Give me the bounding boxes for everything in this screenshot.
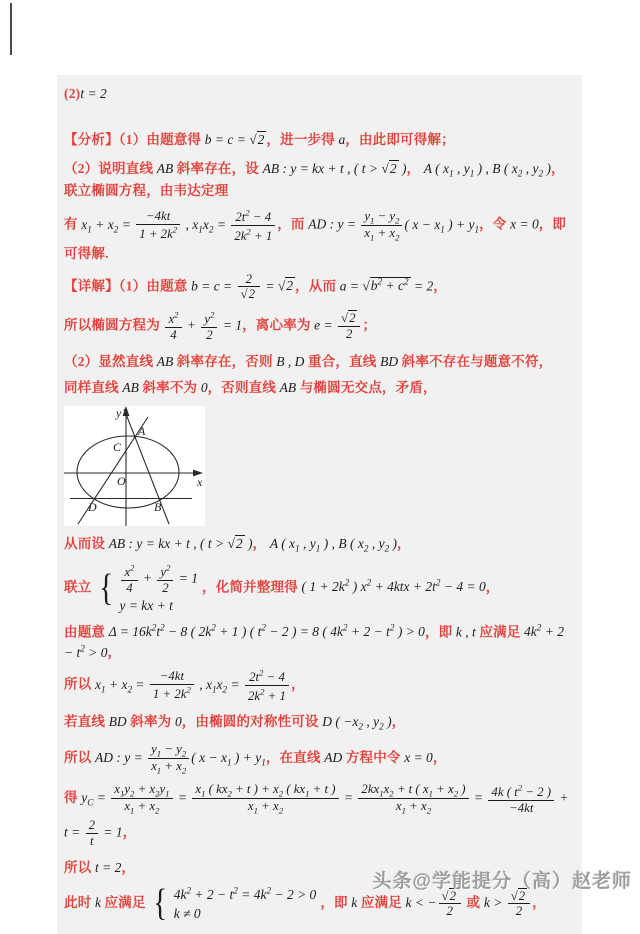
- text-run: 斜率为: [126, 714, 175, 730]
- text-run: 应满足: [357, 894, 406, 910]
- solution-paragraph: [64, 741, 574, 777]
- math-run: $x_1y_2 + x_2y_1$: [114, 781, 170, 799]
- math-run: +: [183, 317, 200, 333]
- text-run: ，由此即可得解；: [345, 132, 455, 148]
- text-run: 得: [64, 790, 82, 806]
- text-run: 【详解】（1）由题意: [64, 277, 192, 293]
- fraction-numerator: [157, 563, 173, 581]
- math-run: AB : y = kx + t , ( t >: [262, 160, 382, 176]
- fraction-numerator: [361, 209, 402, 227]
- text-run: ，: [397, 536, 411, 552]
- label-c: C: [113, 440, 122, 455]
- text-run: 【分析】（1）由题意得: [64, 132, 205, 148]
- text-run: 所以: [64, 749, 95, 765]
- solution-paragraph: [64, 712, 574, 734]
- math-run: ( $x - x_1$ ) + $y_1$: [191, 749, 266, 768]
- text-run: （2）说明直线: [64, 160, 157, 176]
- fraction: [439, 889, 461, 920]
- math-run: =: [262, 277, 278, 293]
- fraction-denominator: [361, 226, 402, 243]
- ellipse-diagram: [64, 406, 205, 526]
- fraction-denominator: [238, 287, 260, 302]
- solution-paragraph: [64, 352, 574, 372]
- math-run: $1 + 2k^2$: [139, 225, 178, 242]
- square-root: [249, 131, 266, 147]
- text-run: ，在直线: [265, 749, 325, 765]
- label-b: B: [154, 500, 162, 515]
- cases-rows: [172, 885, 319, 923]
- fraction: [201, 310, 217, 343]
- fraction: [245, 668, 289, 703]
- math-run: k: [94, 894, 101, 910]
- math-run: AB : y = kx + t , ( t >: [108, 536, 228, 552]
- text-run: ，否则直线: [207, 380, 280, 396]
- math-run: 2: [162, 580, 169, 595]
- math-run: k >: [483, 894, 506, 910]
- fraction-denominator: [488, 801, 554, 816]
- math-run: A ( $x_1$ , $y_1$ ) , B ( $x_2$ , $y_2$ ): [423, 160, 551, 179]
- solution-paragraph: [64, 667, 574, 704]
- fraction: [231, 208, 275, 243]
- math-run: =: [340, 790, 357, 806]
- math-run: t = 2: [80, 86, 107, 101]
- fraction: [488, 783, 554, 816]
- fraction-denominator: [148, 759, 189, 776]
- math-run: 0: [200, 380, 208, 396]
- math-run: ): [244, 536, 253, 552]
- fraction-numerator: [192, 782, 338, 800]
- math-run: = 1: [100, 824, 123, 840]
- math-run: = 1: [175, 570, 199, 586]
- cases-brace-group: [97, 562, 200, 615]
- cases-rows: [117, 562, 200, 615]
- math-run: BD: [108, 714, 127, 730]
- math-run: t = 2: [94, 859, 122, 875]
- math-run: 4: [170, 328, 177, 343]
- math-run: 2: [248, 287, 255, 302]
- math-run: a: [338, 132, 346, 148]
- math-run: $y_1 - y_2$: [151, 741, 187, 759]
- text-run: ，离心率为: [242, 317, 315, 333]
- radical-sign: √: [510, 888, 518, 903]
- radicand: [389, 160, 399, 176]
- math-run: k , t: [455, 624, 476, 640]
- radical-sign: √: [381, 160, 389, 176]
- left-brace-icon: {: [99, 566, 114, 609]
- math-run: $4k^2 + 2 - t^2 > 0$: [64, 622, 565, 660]
- solution-paragraph: [64, 84, 574, 104]
- math-run: e =: [314, 317, 337, 333]
- text-run: ，: [107, 644, 122, 660]
- square-root: [362, 277, 410, 293]
- math-run: $x_1 + x_2$: [364, 226, 400, 243]
- text-run: 所以: [64, 676, 95, 692]
- text-run: ，进一步得: [266, 132, 339, 148]
- math-run: AB: [279, 380, 297, 396]
- radicand: [285, 277, 295, 293]
- label-x: x: [197, 475, 203, 490]
- math-run: AB: [122, 380, 139, 396]
- fraction: [192, 782, 338, 816]
- cases-brace-group: [151, 882, 318, 925]
- radical-sign: √: [441, 888, 449, 903]
- math-run: $b^2 + c^2$: [370, 276, 409, 293]
- fraction-numerator: [231, 208, 275, 226]
- solution-paragraph: [64, 378, 574, 398]
- math-run: 2: [346, 326, 353, 341]
- math-run: $x_1 + x_2$ =: [94, 676, 148, 695]
- radicand: [370, 277, 411, 293]
- text-run: ，: [122, 824, 137, 840]
- fraction: [358, 782, 468, 816]
- math-run: $\Delta = 16k^2t^2 - 8$ ( $2k^2 + 1$ ) ( $t^2 - 2$ ) = 8 ( $4k^2 + 2 - t^2$ ) > 0: [108, 622, 425, 640]
- text-run: ，: [406, 160, 424, 176]
- radical-sign: √: [227, 536, 235, 552]
- math-run: 4k ( $t^2 - 2$ ): [491, 782, 552, 799]
- text-run: 所以椭圆方程为: [64, 317, 164, 333]
- fraction-numerator: [358, 782, 468, 800]
- text-run: ，: [532, 894, 546, 910]
- math-run: k: [351, 894, 358, 910]
- fraction-numerator: [201, 310, 217, 328]
- math-run: b = c =: [191, 277, 236, 293]
- math-run: $x_1 + x_2$: [124, 799, 160, 817]
- fraction-denominator: [121, 581, 137, 596]
- fraction: [238, 272, 260, 303]
- math-run: ( $x - x_1$ ) + $y_1$: [404, 216, 480, 235]
- text-run: 应满足: [475, 624, 525, 640]
- fraction-numerator: [488, 783, 554, 801]
- square-root: [227, 535, 244, 551]
- math-run: $y_C$: [81, 790, 94, 808]
- fraction-numerator: [86, 818, 98, 834]
- math-run: $x_1 + x_2$: [395, 799, 432, 817]
- radicand: [348, 310, 357, 325]
- math-run: 2: [518, 888, 526, 903]
- math-run: = 1: [219, 317, 243, 333]
- math-run: $x_1 + x_2$: [247, 799, 284, 817]
- text-run: 此时: [64, 894, 95, 910]
- math-run: $y^2$: [204, 310, 215, 327]
- math-run: ( $1 + 2k^2$ ) $x^2 + 4ktx + 2t^2 - 4 = 0$: [301, 577, 486, 595]
- math-run: $1 + 2k^2$: [152, 685, 191, 702]
- math-run: A ( $x_1$ , $y_1$ ) , B ( $x_2$ , $y_2$ ): [269, 536, 398, 554]
- math-run: $2kx_1x_2 + t$ ( $x_1 + x_2$ ): [361, 781, 466, 799]
- fraction-numerator: [338, 311, 360, 327]
- text-run: 斜率存在，否则: [173, 353, 277, 369]
- math-run: b = c =: [204, 132, 250, 148]
- point-a: [134, 436, 136, 438]
- text-run: 所以: [64, 859, 95, 875]
- text-run: ，从而: [295, 277, 340, 293]
- math-run: $x_1 + x_2$ =: [81, 216, 135, 235]
- fraction-denominator: [201, 328, 217, 343]
- math-run: t: [90, 833, 94, 848]
- math-run: AB: [156, 160, 174, 176]
- math-run: 4: [126, 580, 133, 595]
- math-run: BD: [380, 353, 399, 369]
- square-root: [278, 277, 295, 293]
- math-run: =: [93, 790, 110, 806]
- math-run: 2: [235, 536, 243, 552]
- math-run: $2k^2 + 1$: [234, 226, 273, 243]
- math-run: $4k^2 + 2 - t^2 = 4k^2 - 2 > 0$: [173, 885, 317, 903]
- fraction: [148, 742, 189, 776]
- math-run: k < −: [405, 894, 437, 910]
- fraction: [157, 563, 173, 596]
- text-run: (2): [64, 86, 81, 101]
- square-root: [241, 286, 257, 301]
- solution-content-area: [57, 75, 582, 934]
- text-run: 联立: [64, 579, 95, 595]
- text-run: 斜率不为: [138, 380, 201, 396]
- math-run: 2: [245, 271, 252, 286]
- text-run: ，即可得解.: [64, 216, 567, 262]
- solution-paragraph: [64, 561, 574, 616]
- radical-sign: √: [249, 132, 257, 148]
- math-run: + t =: [64, 790, 569, 840]
- fraction-numerator: [148, 742, 189, 760]
- fraction-numerator: [111, 782, 172, 800]
- text-run: 同样直线: [64, 380, 123, 396]
- fraction-denominator: [338, 327, 360, 342]
- math-run: D ( $-x_2$ , $y_2$ ): [322, 714, 392, 732]
- text-run: ，: [432, 749, 447, 765]
- fraction-numerator: [165, 310, 181, 328]
- math-run: −4kt: [146, 209, 171, 224]
- square-root: [381, 160, 398, 176]
- fraction-denominator: [439, 904, 461, 919]
- math-run: =: [174, 790, 191, 806]
- math-run: $y_1 - y_2$: [364, 208, 400, 226]
- math-run: 2: [389, 160, 397, 176]
- text-run: 或: [462, 894, 484, 910]
- text-run: ，: [121, 859, 136, 875]
- text-run: 与椭圆无交点，矛盾，: [296, 380, 437, 396]
- text-run: 从而设: [64, 536, 109, 552]
- fraction: [165, 310, 181, 343]
- text-run: ，: [433, 277, 447, 293]
- fraction-denominator: [150, 685, 194, 702]
- math-run: , $x_1x_2$ =: [195, 676, 244, 695]
- text-run: 由题意: [64, 624, 109, 640]
- fraction: [121, 563, 137, 596]
- solution-paragraph: [64, 622, 574, 664]
- fraction: [508, 889, 530, 920]
- math-run: a =: [339, 277, 363, 293]
- radicand: [257, 131, 267, 147]
- math-run: k ≠ 0: [173, 905, 201, 921]
- square-root: [341, 310, 357, 325]
- text-run: ，联立椭圆方程，由韦达定理: [64, 160, 565, 198]
- watermark: 头条@学能提分（高）赵老师: [372, 871, 632, 892]
- fraction-denominator: [358, 799, 468, 816]
- math-run: 2: [515, 904, 523, 919]
- math-run: $x_1$ ( $kx_2 + t$ ) + $x_2$ ( $kx_1 + t$ ): [195, 781, 336, 799]
- text-run: ，由椭圆的对称性可设: [181, 714, 323, 730]
- solution-paragraph: [64, 130, 574, 150]
- math-run: −4kt: [509, 800, 534, 815]
- fraction-denominator: [86, 834, 98, 849]
- fraction: [361, 209, 402, 243]
- text-run: ，即: [320, 894, 352, 910]
- text-run: ，令: [479, 216, 511, 232]
- solution-paragraph: [64, 271, 574, 304]
- math-run: 2: [206, 328, 213, 343]
- math-run: −4kt: [159, 669, 185, 684]
- radical-sign: √: [341, 311, 349, 326]
- solution-paragraph: [64, 534, 574, 556]
- fraction-denominator: [245, 686, 289, 703]
- fraction-denominator: [192, 799, 338, 816]
- text-run: 方程中令: [342, 749, 405, 765]
- math-run: 2: [257, 132, 265, 148]
- math-run: 2: [88, 818, 96, 833]
- fraction-denominator: [157, 581, 173, 596]
- math-run: y = kx + t: [119, 597, 173, 613]
- fraction-numerator: [150, 669, 194, 685]
- radical-sign: √: [362, 277, 370, 293]
- text-run: ，而: [277, 216, 309, 232]
- fraction: [111, 782, 172, 816]
- text-run: 斜率存在，设: [173, 160, 263, 176]
- text-run: 重合，直线: [304, 353, 381, 369]
- fraction-denominator: [231, 226, 275, 243]
- page-edge-mark: [10, 3, 12, 55]
- math-run: AD: [324, 749, 343, 765]
- text-run: （2）显然直线: [64, 353, 157, 369]
- radicand: [235, 535, 245, 551]
- math-run: AD : y =: [308, 216, 360, 232]
- fraction-numerator: [136, 209, 180, 225]
- math-run: $2k^2 + 1$: [248, 686, 286, 703]
- math-run: ): [398, 160, 407, 176]
- math-run: , $x_1x_2$ =: [182, 216, 230, 235]
- text-run: ，化简并整理得: [202, 579, 302, 595]
- fraction-denominator: [508, 904, 530, 919]
- math-run: B , D: [276, 353, 305, 369]
- cases-row: [172, 905, 319, 923]
- math-run: 0: [174, 714, 182, 730]
- label-a: A: [138, 424, 146, 439]
- solution-paragraph: [64, 781, 574, 850]
- text-run: ，: [290, 676, 305, 692]
- fraction-numerator: [121, 563, 137, 581]
- text-run: ；: [362, 317, 377, 333]
- fraction: [86, 818, 98, 849]
- label-o: O: [117, 474, 126, 489]
- math-run: $y^2$: [160, 562, 171, 579]
- math-run: =: [470, 790, 487, 806]
- math-run: = 2: [410, 277, 434, 293]
- radical-sign: √: [240, 287, 248, 302]
- math-run: $x^2$: [168, 310, 179, 327]
- label-d: D: [88, 500, 97, 515]
- left-brace-icon: {: [153, 882, 168, 925]
- math-run: x = 0: [510, 216, 539, 232]
- fraction-numerator: [245, 668, 289, 686]
- cases-row: [117, 597, 200, 615]
- math-run: +: [139, 570, 156, 586]
- math-run: $x^2$: [124, 562, 135, 579]
- solution-paragraph: [64, 309, 574, 344]
- text-run: ，: [485, 579, 500, 595]
- math-run: x = 0: [404, 749, 433, 765]
- math-run: 2: [449, 888, 456, 903]
- math-run: $2t^2 - 4$: [235, 208, 272, 225]
- math-run: $2t^2 - 4$: [249, 668, 285, 685]
- text-run: 应满足: [100, 894, 150, 910]
- math-run: 2: [446, 904, 453, 919]
- fraction-denominator: [165, 328, 181, 343]
- cases-row: [172, 885, 319, 905]
- radicand: [248, 286, 257, 301]
- solution-paragraph: [64, 159, 574, 202]
- math-run: AB: [156, 353, 174, 369]
- fraction: [338, 311, 360, 342]
- solution-paragraph: [64, 207, 574, 264]
- text-run: 若直线: [64, 714, 109, 730]
- ellipse-figure: [64, 406, 205, 526]
- text-run: ，: [252, 536, 270, 552]
- math-run: 2: [349, 311, 356, 326]
- fraction: [136, 209, 180, 242]
- solution-text-top: [64, 84, 574, 398]
- math-run: AD : y =: [94, 749, 147, 765]
- fraction: [150, 669, 194, 702]
- text-run: 斜率不存在与题意不符，: [398, 353, 553, 369]
- text-run: ，即: [424, 624, 456, 640]
- label-y: y: [116, 406, 122, 421]
- fraction-denominator: [136, 225, 180, 242]
- radical-sign: √: [277, 277, 286, 293]
- text-run: 有: [64, 216, 82, 232]
- math-run: $x_1 + x_2$: [151, 759, 187, 776]
- fraction-numerator: [238, 272, 260, 288]
- text-run: ，: [391, 714, 406, 730]
- fraction-denominator: [111, 799, 172, 816]
- cases-row: [117, 562, 200, 597]
- math-run: 2: [286, 277, 294, 293]
